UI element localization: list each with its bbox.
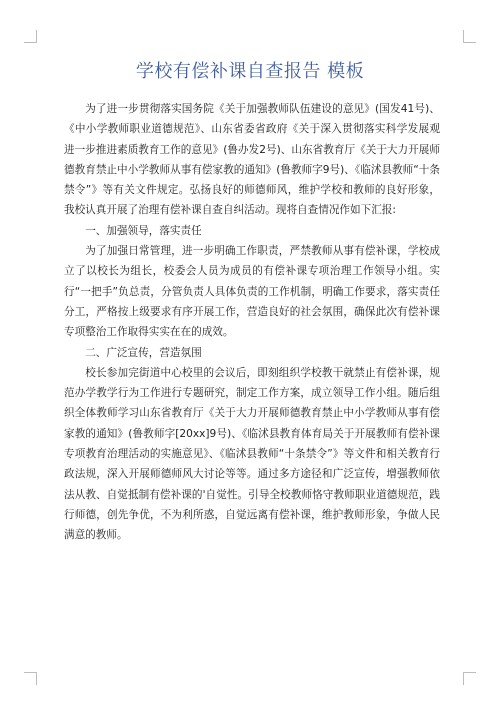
section-heading-1: 一、加强领导，落实责任 bbox=[85, 224, 202, 237]
crop-mark-top-left bbox=[24, 30, 37, 43]
crop-mark-top-right bbox=[463, 30, 476, 43]
document-body bbox=[64, 99, 440, 546]
crop-mark-bottom-right bbox=[463, 672, 476, 685]
paragraph-section-2: 校长参加完街道中心校里的会议后，即刻组织学校教干就禁止有偿补课，规范办学教学行为工作进行专题研究，制定工作方案，成立领导工作小组。随后组织全体教师学习山东省教育厅《关于大力开展师德教育禁止中小学教师从事有偿家教的通知》(鲁教师字[20xx]9号)、《临沭县教育体育局关于开展教师有偿补课专项教育治理活动的实施意见》、《临沭县教师“十条禁令”》等文件和相关教育行政法规，深入开展师德师风大讨论等等。通过多方途径和广泛宣传，增强教师依法从教、自觉抵制有偿补课的'自觉性。引导全校教师恪守教师职业道德规范，践行师德，创先争优，不为利所惑，自觉远离有偿补课，维护教师形象，争做人民满意的教师。 bbox=[64, 366, 440, 542]
crop-mark-bottom-left bbox=[24, 672, 37, 685]
section-heading-2: 二、广泛宣传，营造氛围 bbox=[85, 346, 202, 359]
paragraph-intro: 为了进一步贯彻落实国务院《关于加强教师队伍建设的意见》(国发41号)、《中小学教师职业道德规范》、山东省委省政府《关于深入贯彻落实科学发展观进一步推进素质教育工作的意见》(鲁办发2号)、山东省教育厅《关于大力开展师德教育禁止中小学教师从事有偿家教的通知》(鲁教师字9号)、《临沭县教师“十条禁令”》等有关文件规定。弘扬良好的师德师风，维护学校和教师的良好形象，我校认真开展了治理有偿补课自查自纠活动。现将自查情况作如下汇报: bbox=[64, 103, 440, 217]
paragraph-section-1: 为了加强日常管理，进一步明确工作职责，严禁教师从事有偿补课，学校成立了以校长为组长，校委会人员为成员的有偿补课专项治理工作领导小组。实行“一把手”负总责，分管负责人具体负责的工作机制，明确工作要求，落实责任分工，严格按上级要求有序开展工作，营造良好的社会氛围，确保此次有偿补课专项整治工作取得实实在在的成效。 bbox=[64, 245, 440, 339]
document-title: 学校有偿补课自查报告 模板 bbox=[135, 61, 365, 82]
